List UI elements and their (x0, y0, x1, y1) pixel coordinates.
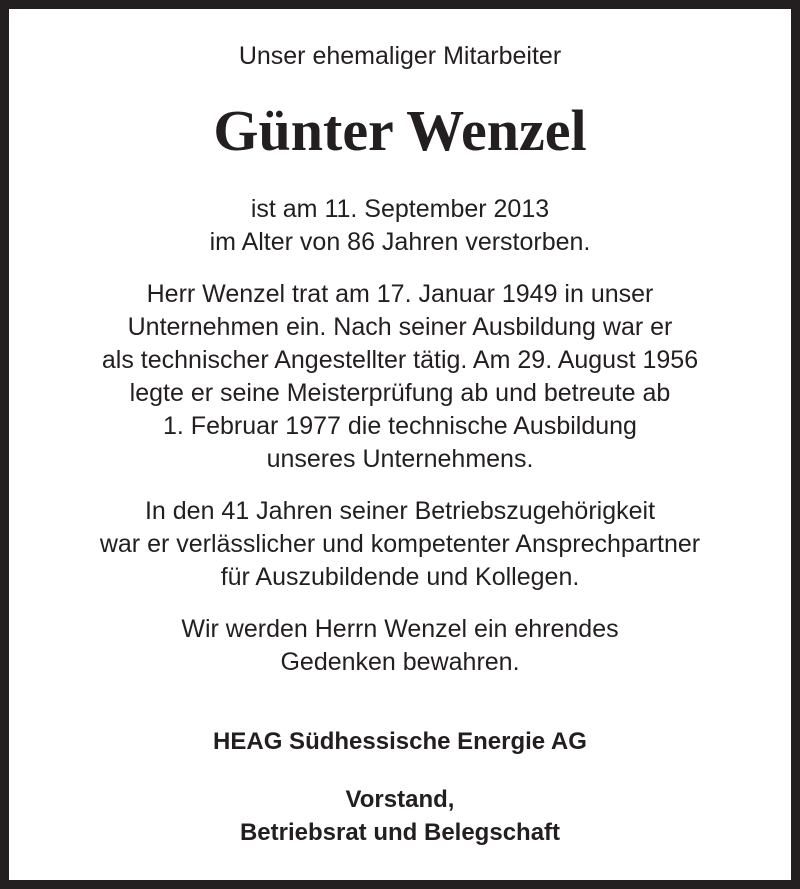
deceased-name: Günter Wenzel (213, 98, 587, 163)
tribute-line: In den 41 Jahren seiner Betriebszugehörigkeit (144, 497, 656, 525)
memory-line: Gedenken bewahren. (280, 648, 520, 676)
company-name: HEAG Südhessische Energie AG (213, 728, 587, 755)
memory-line: Wir werden Herrn Wenzel ein ehrendes (181, 615, 619, 643)
death-line-2: im Alter von 86 Jahren verstorben. (209, 228, 591, 256)
bio-line: Unternehmen ein. Nach seiner Ausbildung war er (127, 313, 673, 341)
bio-line: 1. Februar 1977 die technische Ausbildung (163, 412, 637, 440)
bio-line: legte er seine Meisterprüfung ab und betreute ab (129, 379, 671, 407)
intro-text: Unser ehemaliger Mitarbeiter (238, 42, 562, 70)
signer-line: Betriebsrat und Belegschaft (239, 819, 561, 846)
bio-line: Herr Wenzel trat am 17. Januar 1949 in unser (146, 280, 654, 308)
bio-line: als technischer Angestellter tätig. Am 29. August 1956 (101, 346, 699, 374)
death-line-1: ist am 11. September 2013 (250, 195, 550, 223)
bio-line: unseres Unternehmens. (266, 445, 534, 473)
tribute-line: war er verlässlicher und kompetenter Ansprechpartner (99, 530, 701, 558)
signer-line: Vorstand, (345, 786, 455, 813)
tribute-line: für Auszubildende und Kollegen. (220, 563, 580, 591)
